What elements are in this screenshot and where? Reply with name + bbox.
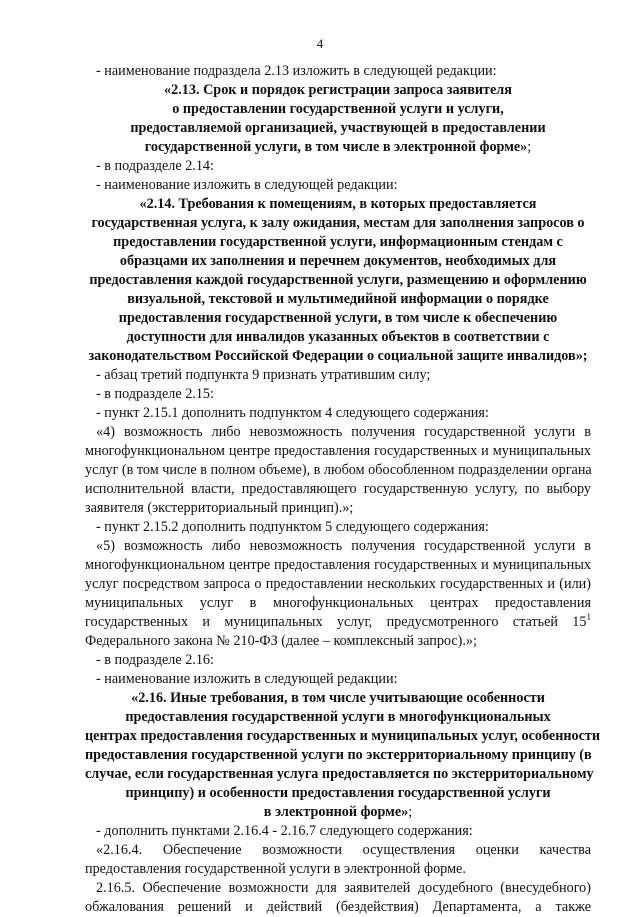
punctuation: ; [527,139,532,155]
heading-text: в электронной форме» [263,804,409,820]
section-heading-line: «2.16. Иные требования, в том числе учитывающие особенности [131,690,545,706]
section-heading-line: образцами их заполнения и перечнем документов, необходимых для [119,253,557,269]
section-heading-line: законодательством Российской Федерации о социальной защите инвалидов»; [88,348,588,364]
section-heading-line: о предоставлении государственной услуги и услуги, [172,101,504,117]
paragraph-line: заявителя (экстерриториальный принцип).»; [85,500,354,516]
section-heading-line: центрах предоставления государственных и муниципальных услуг, особенности [85,728,601,744]
section-heading-line [85,138,591,157]
superscript: 1 [586,612,591,622]
section-heading-line: государственная услуга, к залу ожидания, местам для заполнения запросов о [91,215,585,231]
section-heading-line: доступности для инвалидов указанных объектов в соответствии с [126,329,550,345]
paragraph-line: - пункт 2.15.2 дополнить подпунктом 5 следующего содержания: [96,519,489,535]
line-text: государственных и муниципальных услуг, предусмотренного статьей 15 [85,614,587,630]
paragraph-line: многофункциональном центре предоставления государственных и муниципальных [85,443,591,459]
paragraph-line: - пункт 2.15.1 дополнить подпунктом 4 следующего содержания: [96,405,489,421]
paragraph-line: муниципальных услуг в многофункциональных центрах предоставления [85,595,591,611]
paragraph-line: предоставления государственной услуги в электронной форме. [85,861,466,877]
paragraph-line: многофункциональном центре предоставления государственных и муниципальных [85,557,591,573]
section-heading-line: предоставляемой организацией, участвующей в предоставлении [130,120,546,136]
paragraph-line: - абзац третий подпункта 9 признать утратившим силу; [96,367,431,383]
section-heading-line: предоставления государственной услуги в многофункциональных [125,709,551,725]
paragraph-line: обжалования решений и действий (бездействия) Департамента, а также [85,899,591,915]
section-heading-line: предоставления государственной услуги по экстерриториальному принципу (в [85,747,592,763]
paragraph-line: 2.16.5. Обеспечение возможности для заявителей досудебного (внесудебного) [96,880,591,896]
paragraph-line: - наименование подраздела 2.13 изложить в следующей редакции: [96,63,497,79]
paragraph-line [85,613,591,632]
section-heading-line: предоставлении государственной услуги, информационным стендам с [113,234,563,250]
paragraph-line: услуг (в том числе в полном объеме), в любом обособленном подразделении органа [85,462,592,478]
paragraph-line: «2.16.4. Обеспечение возможности осуществления оценки качества [96,842,591,858]
punctuation: ; [408,804,413,820]
section-heading-line: предоставления государственной услуги, в том числе к обеспечению [118,310,558,326]
paragraph-line: услуг посредством запроса о предоставлении нескольких государственных и (или) [85,576,591,592]
paragraph-line: «4) возможность либо невозможность получения государственной услуги в [96,424,591,440]
section-heading-line: предоставления каждой государственной услуги, размещению и оформлению [89,272,587,288]
paragraph-line: - в подразделе 2.16: [96,652,214,668]
paragraph-line: - в подразделе 2.15: [96,386,214,402]
section-heading-line: «2.13. Срок и порядок регистрации запроса заявителя [164,82,512,98]
section-heading-line [85,803,591,822]
paragraph-line: - дополнить пунктами 2.16.4 - 2.16.7 следующего содержания: [96,823,473,839]
section-heading-line: «2.14. Требования к помещениям, в которых предоставляется [139,196,537,212]
paragraph-line: «5) возможность либо невозможность получения государственной услуги в [96,538,591,554]
section-heading-line: принципу) и особенности предоставления государственной услуги [125,785,551,801]
section-heading-line: визуальной, текстовой и мультимедийной информации о порядке [127,291,549,307]
paragraph-line: - наименование изложить в следующей редакции: [96,671,398,687]
section-heading-line: случае, если государственная услуга предоставляется по экстерриториальному [85,766,594,782]
paragraph-line: - в подразделе 2.14: [96,158,214,174]
paragraph-line: исполнительной власти, предоставляющего государственную услугу, по выбору [85,481,591,497]
paragraph-line: - наименование изложить в следующей редакции: [96,177,398,193]
page-number: 4 [316,36,324,51]
paragraph-line: Федерального закона № 210-ФЗ (далее – комплексный запрос).»; [85,633,477,649]
heading-text: государственной услуги, в том числе в электронной форме» [144,139,528,155]
